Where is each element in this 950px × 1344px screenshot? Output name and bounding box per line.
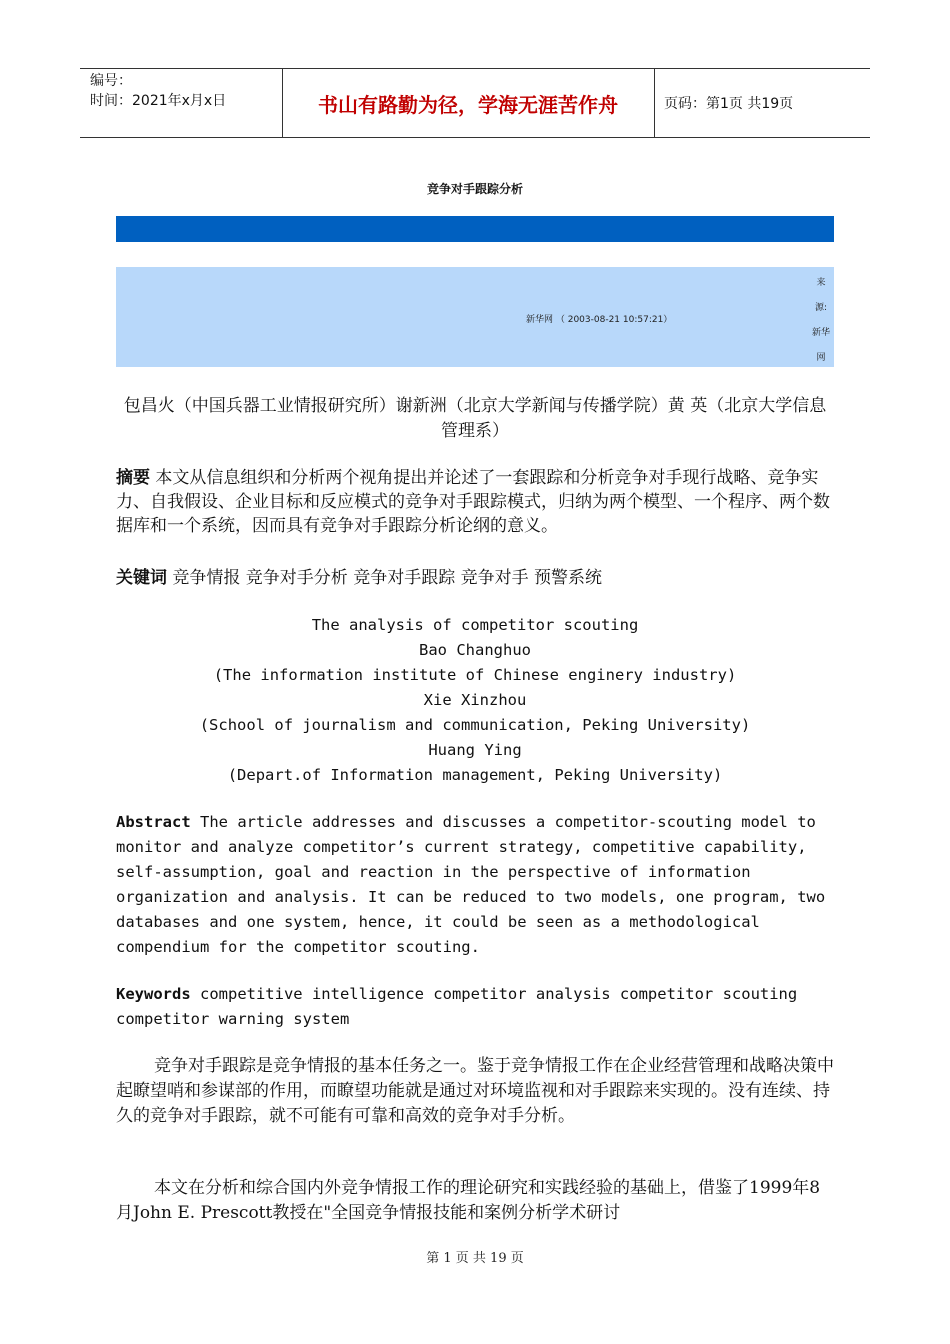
document-title: 竞争对手跟踪分析 bbox=[426, 182, 523, 196]
source-box bbox=[116, 267, 834, 367]
keywords-cn-label: 关键词 bbox=[116, 568, 167, 588]
abstract-cn-label: 摘要 bbox=[116, 468, 150, 488]
abstract-cn-text: 本文从信息组织和分析两个视角提出并论述了一套跟踪和分析竞争对手现行战略、竞争实力、自我假设、企业目标和反应模式的竞争对手跟踪模式，归纳为两个模型、一个程序、两个数据库和一个系统，因而具有竞争对手跟踪分析论纲的意义。 bbox=[116, 468, 830, 536]
abstract-en-label: Abstract bbox=[116, 813, 191, 831]
english-author: Xie Xinzhou bbox=[423, 691, 527, 709]
english-title-block bbox=[116, 613, 834, 788]
abstract-en bbox=[116, 810, 834, 960]
body-paragraph: 本文在分析和综合国内外竞争情报工作的理论研究和实践经验的基础上，借鉴了1999年8月John E. Prescott教授在"全国竞争情报技能和案例分析学术研讨 bbox=[116, 1178, 821, 1223]
header-meta bbox=[90, 71, 280, 111]
keywords-en bbox=[116, 982, 834, 1032]
keywords-en-label: Keywords bbox=[116, 985, 191, 1003]
english-title: The analysis of competitor scouting bbox=[311, 616, 639, 634]
english-author: Huang Ying bbox=[428, 741, 522, 759]
number-label: 编号： bbox=[90, 73, 132, 89]
keywords-en-text: competitive intelligence competitor analysis competitor scouting competitor warning system bbox=[116, 985, 798, 1028]
source-side-char: 源: bbox=[814, 303, 828, 313]
title-bar bbox=[116, 216, 834, 242]
english-affiliation: (Depart.of Information management, Peking University) bbox=[227, 766, 723, 784]
abstract-cn bbox=[116, 466, 834, 538]
source-side-label bbox=[812, 271, 830, 371]
english-affiliation: (School of journalism and communication, Peking University) bbox=[199, 716, 751, 734]
body-paragraph: 竞争对手跟踪是竞争情报的基本任务之一。鉴于竞争情报工作在企业经营管理和战略决策中起瞭望哨和参谋部的作用，而瞭望功能就是通过对环境监视和对手跟踪来实现的。没有连续、持久的竞争对手跟踪，就不可能有可靠和高效的竞争对手分析。 bbox=[116, 1056, 834, 1126]
keywords-cn bbox=[116, 566, 834, 590]
source-line: 新华网 （ 2003-08-21 10:57:21） bbox=[526, 315, 673, 325]
source-side-char: 来 bbox=[816, 278, 826, 288]
header-motto: 书山有路勤为径，学海无涯苦作舟 bbox=[318, 92, 618, 117]
source-side-char: 新华 bbox=[812, 328, 831, 338]
page-header bbox=[80, 68, 870, 138]
source-side-char: 网 bbox=[816, 353, 826, 363]
header-page-info: 页码：第1页 共19页 bbox=[664, 96, 794, 112]
page-footer: 第 1 页 共 19 页 bbox=[426, 1251, 524, 1266]
authors-line: 包昌火（中国兵器工业情报研究所）谢新洲（北京大学新闻与传播学院）黄 英（北京大学信息管理系） bbox=[123, 396, 827, 441]
date-line: 时间：2021年x月x日 bbox=[90, 93, 227, 109]
abstract-en-text: The article addresses and discusses a competitor-scouting model to monitor and analyze competitor’s current strategy, competitive capability, self-assumption, goal and reaction in the perspective of information organization and analysis. It can be reduced to two models, one program, two databases and one system, hence, it could be seen as a methodological compendium for the competitor scouting. bbox=[116, 813, 826, 956]
english-affiliation: (The information institute of Chinese enginery industry) bbox=[213, 666, 737, 684]
english-author: Bao Changhuo bbox=[419, 641, 531, 659]
header-divider bbox=[654, 69, 655, 137]
keywords-cn-text: 竞争情报 竞争对手分析 竞争对手跟踪 竞争对手 预警系统 bbox=[167, 568, 603, 588]
